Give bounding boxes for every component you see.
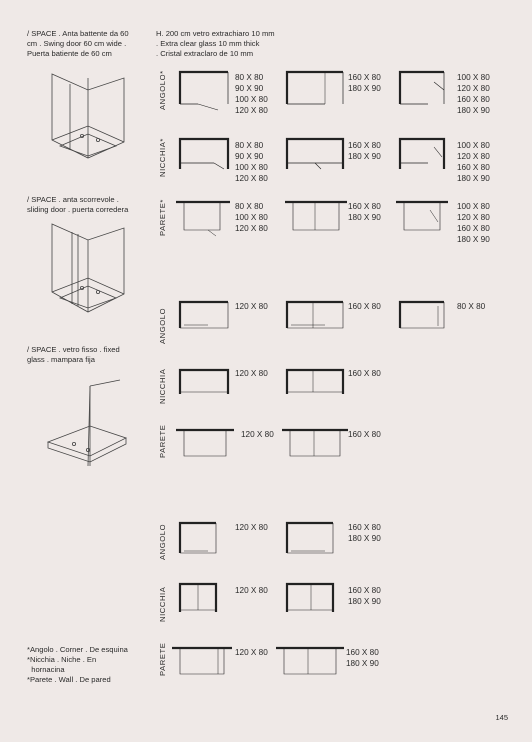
sizes-r6b: 160 X 80 — [348, 430, 381, 439]
page-number: 145 — [495, 713, 508, 722]
sizes-r2c: 100 X 80 120 X 80 160 X 80 180 X 90 — [457, 141, 490, 183]
plan-angolo-a — [178, 70, 230, 106]
plan-angolo-s2-a — [178, 300, 230, 330]
plan-parete-a — [176, 200, 232, 236]
row-label-angolo-2: ANGOLO — [158, 307, 167, 344]
sizes-r7b: 160 X 80 180 X 90 — [348, 523, 381, 543]
fixed-glass-illustration — [44, 376, 134, 476]
sizes-r4a: 120 X 80 — [235, 302, 268, 311]
plan-nicchia-s3-b — [285, 582, 335, 614]
sizes-r7a: 120 X 80 — [235, 523, 268, 532]
plan-angolo-c — [398, 70, 446, 106]
row-label-parete-2: PARETE — [158, 424, 167, 458]
row-label-nicchia-2: NICCHIA — [158, 368, 167, 404]
plan-parete-s3-b — [276, 646, 344, 676]
sizes-r4c: 80 X 80 — [457, 302, 486, 311]
plan-angolo-s3-a — [178, 521, 218, 555]
row-label-parete-3: PARETE — [158, 642, 167, 676]
row-label-nicchia-3: NICCHIA — [158, 586, 167, 622]
plan-parete-s3-a — [172, 646, 232, 676]
sizes-r8b: 160 X 80 180 X 90 — [348, 586, 381, 606]
section-title-sliding: / SPACE . anta scorrevole . sliding door . puerta corredera — [27, 195, 129, 214]
plan-angolo-s2-c — [398, 300, 446, 330]
sizes-r8a: 120 X 80 — [235, 586, 268, 595]
plan-nicchia-s2-b — [285, 368, 345, 396]
plan-parete-s2-b — [282, 428, 348, 458]
footnote: *Angolo . Corner . De esquina *Nicchia . Niche . En hornacina *Parete . Wall . De pared — [27, 645, 128, 684]
plan-nicchia-b — [285, 137, 345, 171]
plan-nicchia-c — [398, 137, 446, 171]
plan-angolo-b — [285, 70, 345, 106]
plan-angolo-s3-b — [285, 521, 335, 555]
sizes-r9b: 160 X 80 180 X 90 — [346, 648, 379, 668]
sizes-r1c: 100 X 80 120 X 80 160 X 80 180 X 90 — [457, 73, 490, 115]
sizes-r3a: 80 X 80 100 X 80 120 X 80 — [235, 202, 268, 233]
sizes-r5a: 120 X 80 — [235, 369, 268, 378]
sizes-r3b: 160 X 80 180 X 90 — [348, 202, 381, 222]
row-label-nicchia-1: NICCHIA* — [158, 138, 167, 177]
swing-door-illustration — [48, 70, 128, 170]
plan-angolo-s2-b — [285, 300, 345, 330]
sizes-r1b: 160 X 80 180 X 90 — [348, 73, 381, 93]
plan-nicchia-a — [178, 137, 230, 171]
header-col1: / SPACE . Anta battente da 60 cm . Swing door 60 cm wide . Puerta batiente de 60 cm — [27, 29, 129, 58]
sizes-r9a: 120 X 80 — [235, 648, 268, 657]
sizes-r5b: 160 X 80 — [348, 369, 381, 378]
plan-parete-b — [285, 200, 347, 236]
sizes-r3c: 100 X 80 120 X 80 160 X 80 180 X 90 — [457, 202, 490, 244]
sizes-r4b: 160 X 80 — [348, 302, 381, 311]
plan-parete-c — [396, 200, 448, 236]
row-label-parete-1: PARETE* — [158, 199, 167, 236]
plan-nicchia-s3-a — [178, 582, 218, 614]
section-title-fixed: / SPACE . vetro fisso . fixed glass . mampara fija — [27, 345, 120, 364]
sizes-r6a: 120 X 80 — [241, 430, 274, 439]
row-label-angolo-1: ANGOLO* — [158, 70, 167, 110]
plan-nicchia-s2-a — [178, 368, 230, 396]
sizes-r2a: 80 X 80 90 X 90 100 X 80 120 X 80 — [235, 141, 268, 183]
sizes-r1a: 80 X 80 90 X 90 100 X 80 120 X 80 — [235, 73, 268, 115]
sliding-door-illustration — [48, 220, 128, 330]
header-col2: H. 200 cm vetro extrachiaro 10 mm . Extra clear glass 10 mm thick . Cristal extraclaro de 10 mm — [156, 29, 275, 58]
row-label-angolo-3: ANGOLO — [158, 523, 167, 560]
sizes-r2b: 160 X 80 180 X 90 — [348, 141, 381, 161]
plan-parete-s2-a — [176, 428, 236, 458]
